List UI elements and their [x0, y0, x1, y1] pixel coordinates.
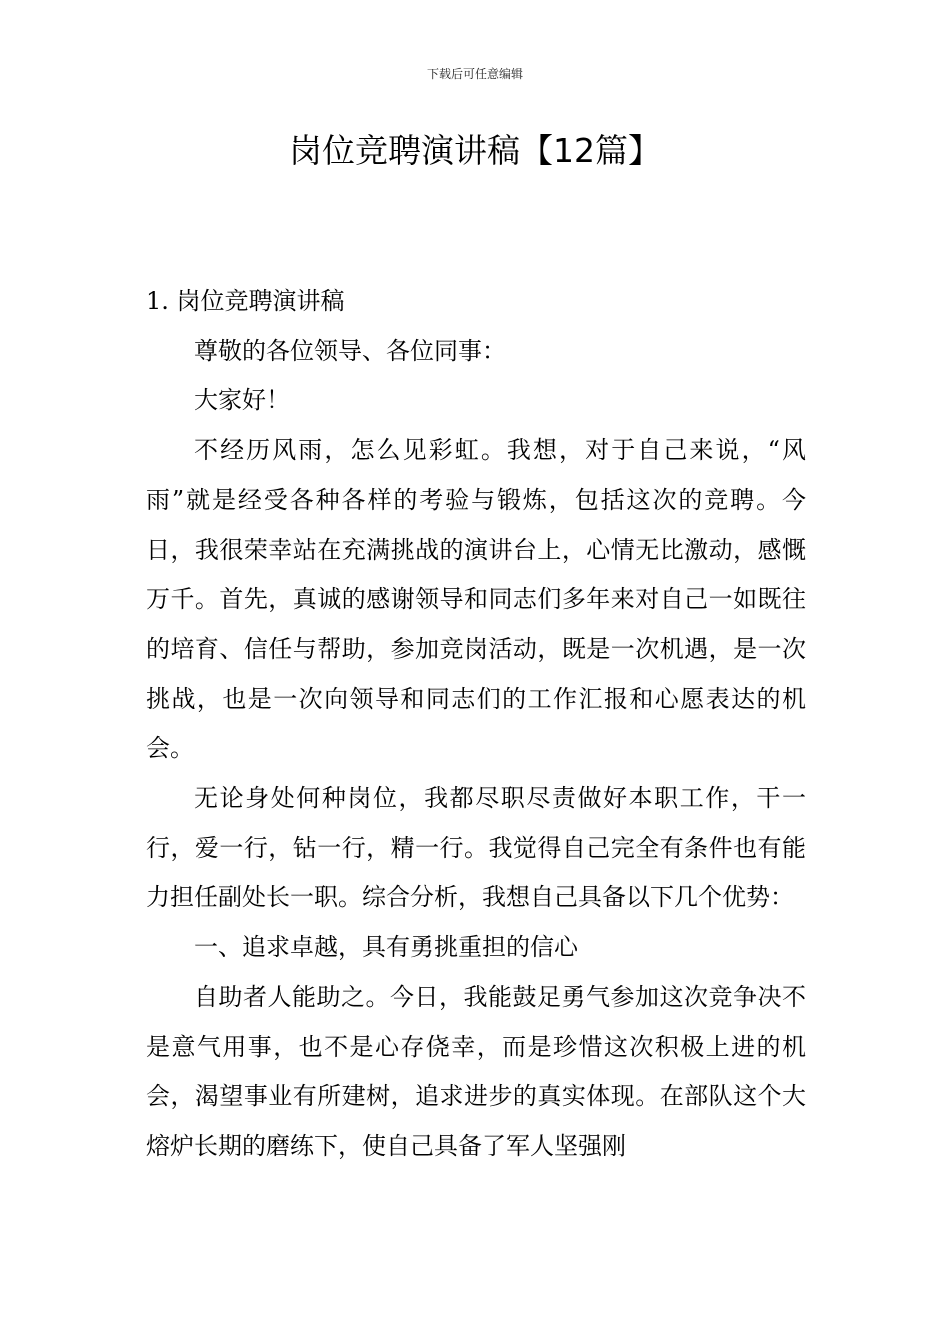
body-paragraph: 不经历风雨，怎么见彩虹。我想，对于自己来说，“风雨”就是经受各种各样的考验与锻炼，包括这次的竞聘。今日，我很荣幸站在充满挑战的演讲台上，心情无比激动，感慨万千。首先，真诚的感谢领导和同志们多年来对自己一如既往的培育、信任与帮助，参加竞岗活动，既是一次机遇，是一次挑战，也是一次向领导和同志们的工作汇报和心愿表达的机会。 — [146, 436, 806, 763]
header-note: 下载后可任意编辑 — [426, 67, 523, 81]
salutation-paragraph: 大家好！ — [194, 386, 290, 415]
body-paragraph: 无论身处何种岗位，我都尽职尽责做好本职工作，干一行，爱一行，钻一行，精一行。我觉得自己完全有条件也有能力担任副处长一职。综合分析，我想自己具备以下几个优势： — [146, 784, 806, 912]
document-body — [146, 277, 806, 1172]
greeting-paragraph: 尊敬的各位领导、各位同事： — [194, 336, 506, 365]
document-title: 岗位竞聘演讲稿【12篇】 — [289, 131, 661, 170]
body-paragraph: 自助者人能助之。今日，我能鼓足勇气参加这次竞争决不是意气用事，也不是心存侥幸，而是珍惜这次积极上进的机会，渴望事业有所建树，追求进步的真实体现。在部队这个大熔炉长期的磨练下，使自己具备了军人坚强刚 — [146, 982, 806, 1160]
subheading-paragraph: 一、追求卓越，具有勇挑重担的信心 — [194, 933, 578, 962]
section-heading: 1. 岗位竞聘演讲稿 — [146, 287, 345, 315]
